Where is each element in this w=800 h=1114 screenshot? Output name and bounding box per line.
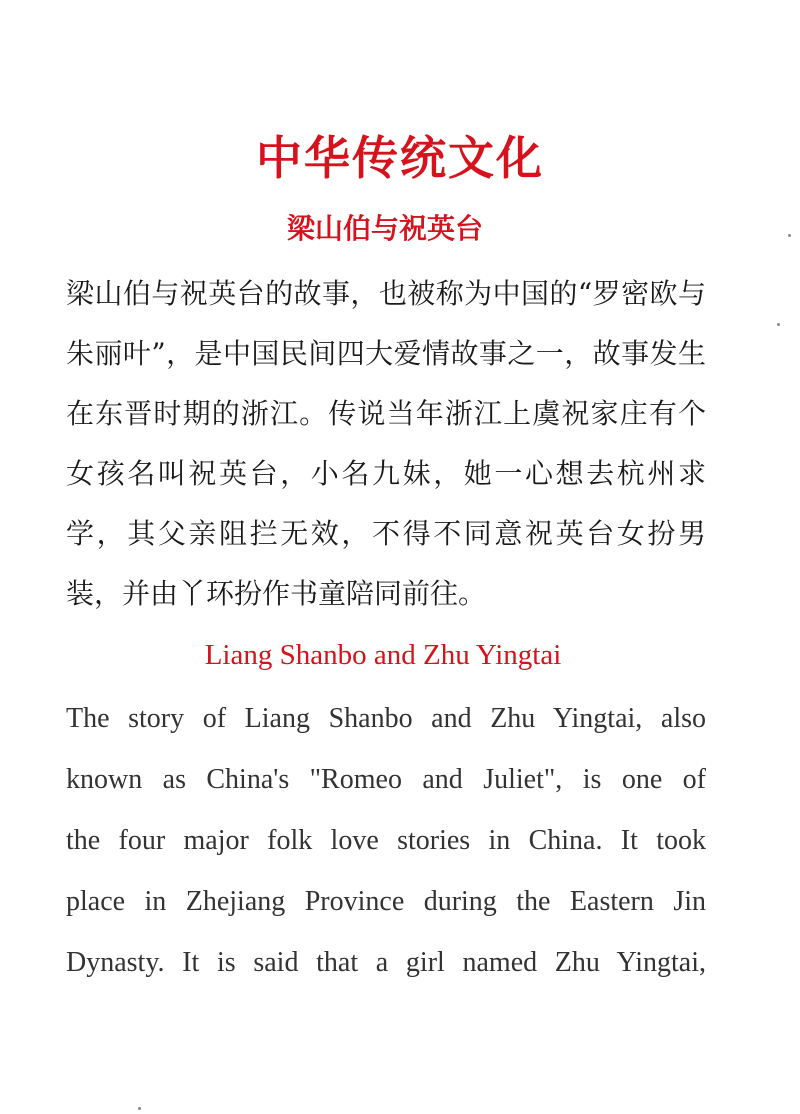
main-title: 中华传统文化 <box>256 131 544 185</box>
english-paragraph-line: The story of Liang Shanbo and Zhu Yingtai, also <box>66 703 706 734</box>
chinese-subtitle: 梁山伯与祝英台 <box>286 212 483 245</box>
chinese-paragraph: 梁山伯与祝英台的故事，也被称为中国的“罗密欧与朱丽叶”，是中国民间四大爱情故事之一，故事发生在东晋时期的浙江。传说当年浙江上虞祝家庄有个女孩名叫祝英台，小名九妹，她一心想去杭州求学，其父亲阻拦无效，不得不同意祝英台女扮男装，并由丫环扮作书童陪同前往。 <box>66 277 706 610</box>
scan-speck <box>788 234 791 237</box>
english-paragraph <box>66 688 706 993</box>
scan-speck <box>777 323 780 326</box>
scan-speck <box>138 1107 141 1110</box>
english-paragraph-line: place in Zhejiang Province during the Eastern Jin <box>66 886 706 917</box>
english-paragraph-line: the four major folk love stories in China. It took <box>66 825 706 856</box>
english-paragraph-line: Dynasty. It is said that a girl named Zhu Yingtai, <box>66 947 706 978</box>
english-subtitle: Liang Shanbo and Zhu Yingtai <box>204 639 562 671</box>
english-paragraph-line: known as China's "Romeo and Juliet", is one of <box>66 764 706 795</box>
